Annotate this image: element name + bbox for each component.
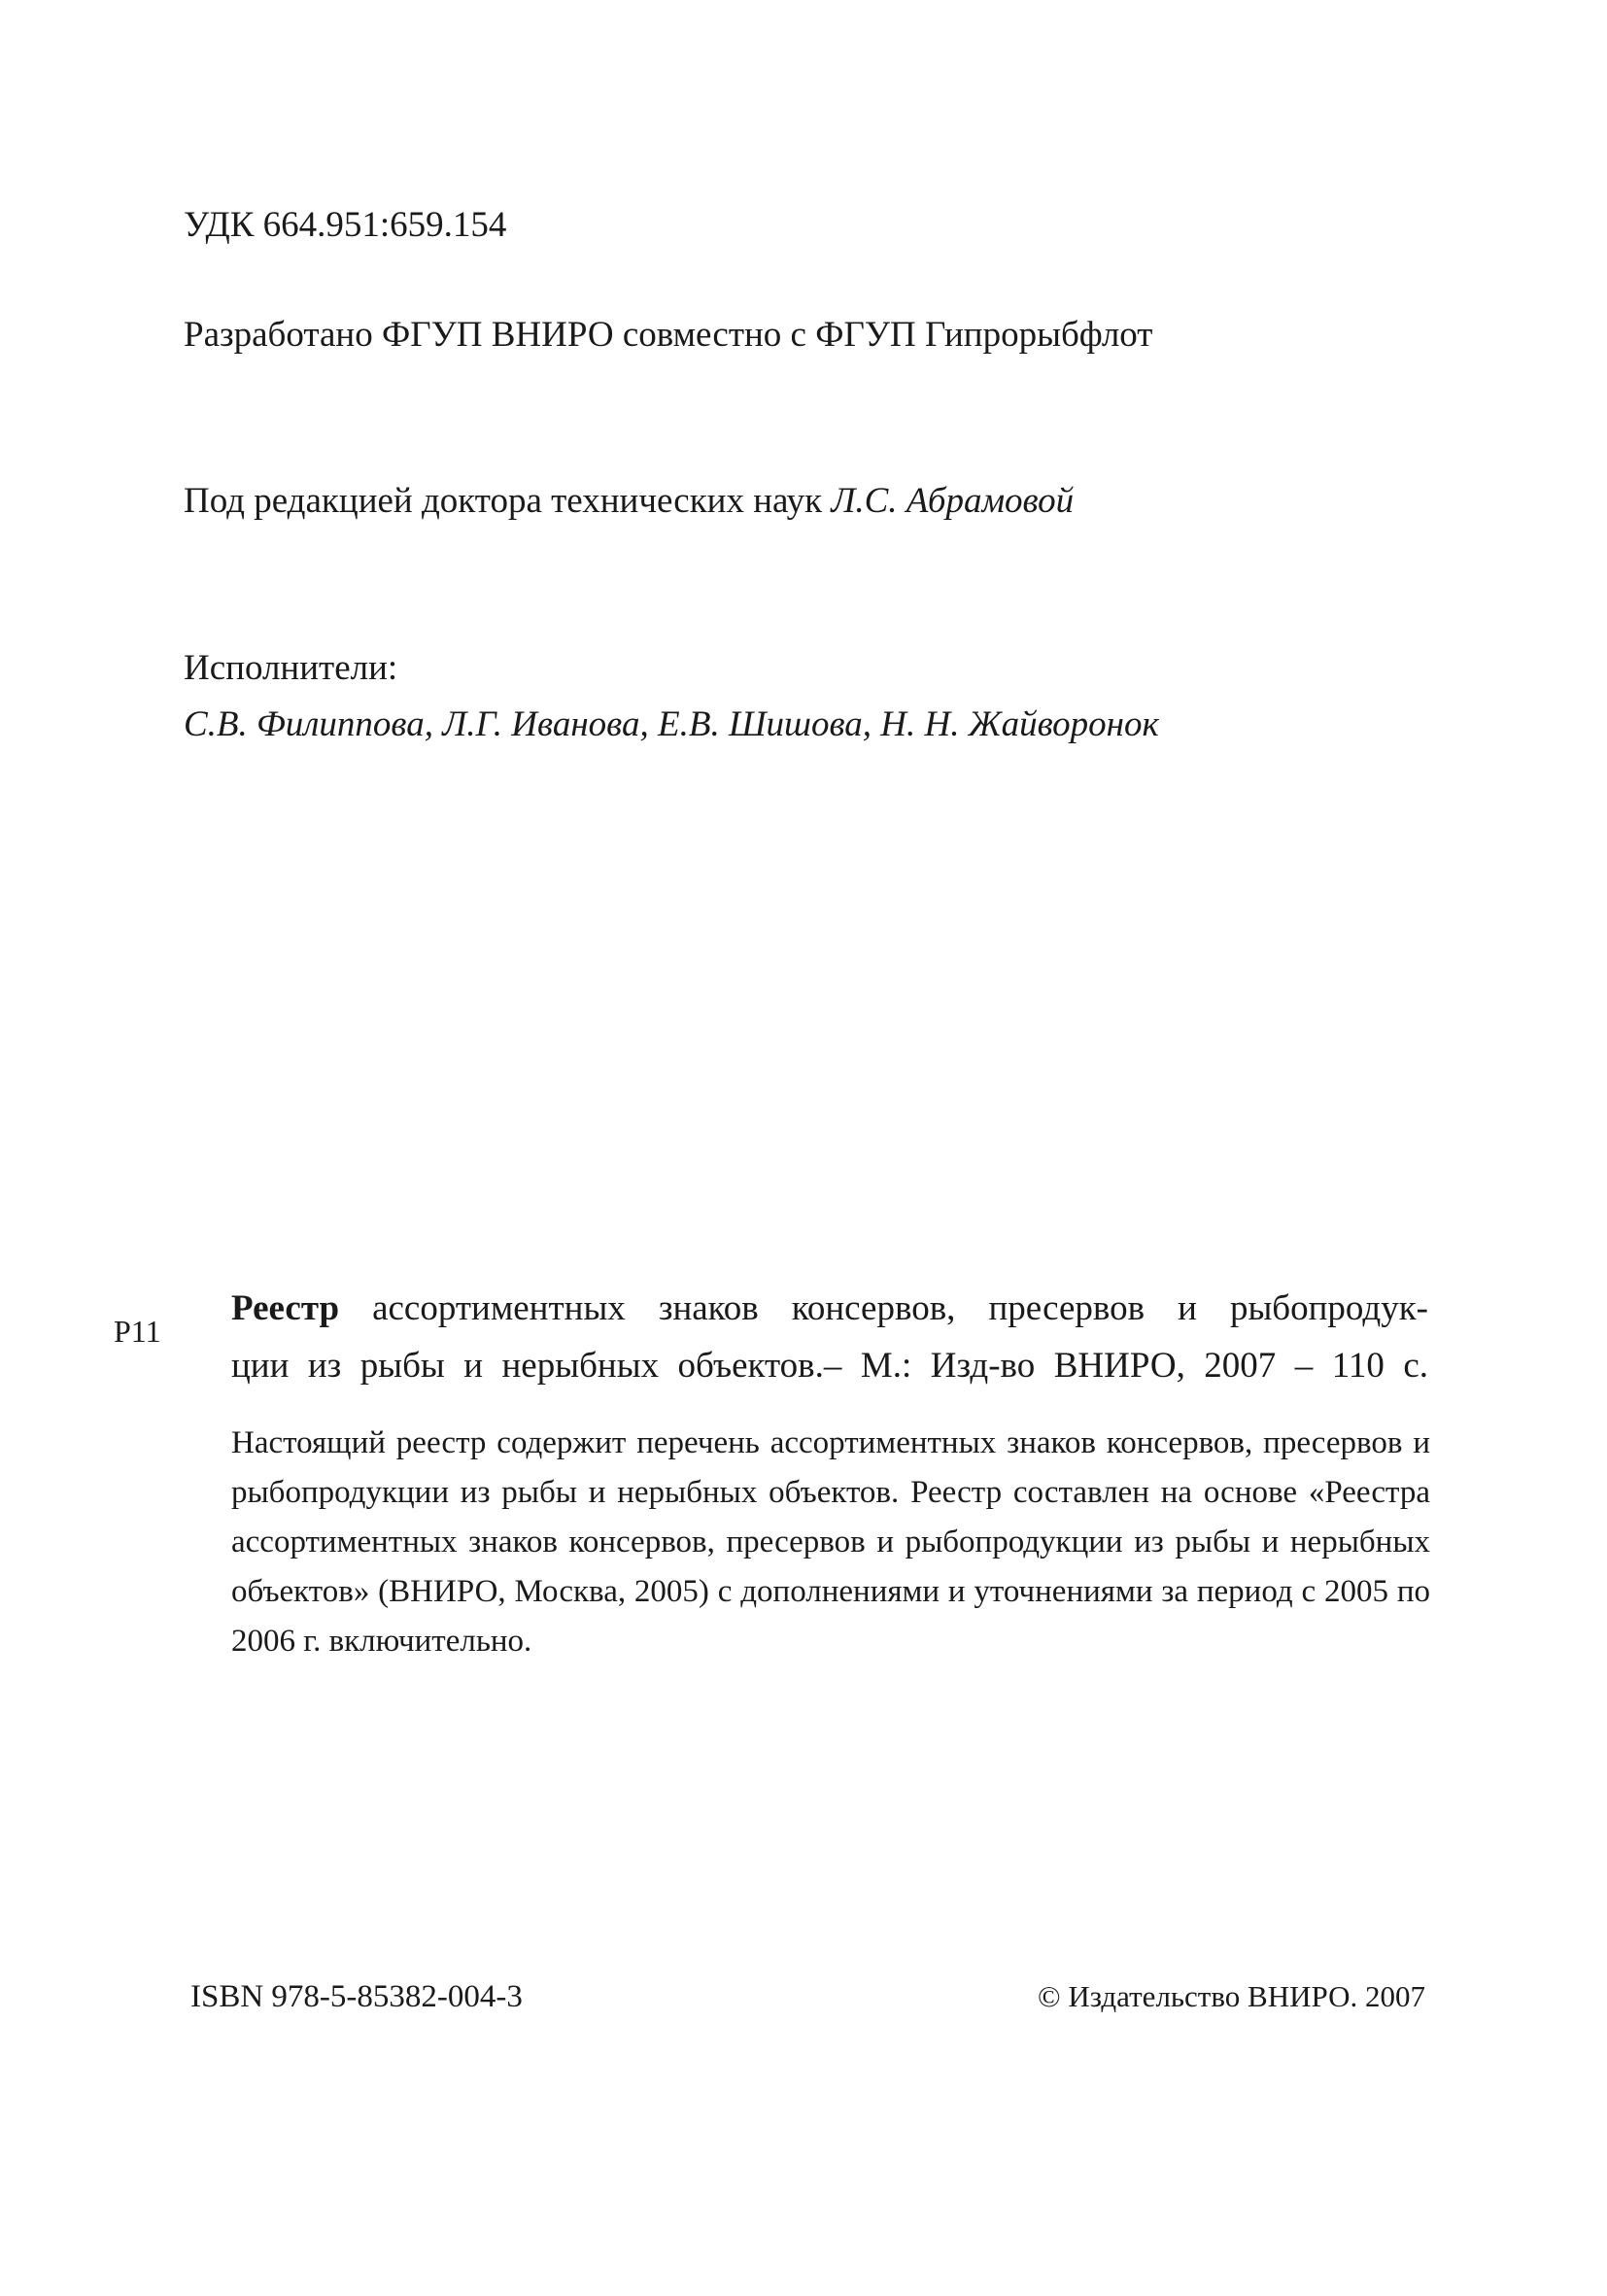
entry-title-bold: Реестр: [231, 1288, 340, 1328]
executors-heading: Исполнители:: [184, 648, 398, 688]
executors-names: С.В. Филиппова, Л.Г. Иванова, Е.В. Шишова, Н. Н. Жайворонок: [184, 704, 1159, 744]
copyright: © Издательство ВНИРО. 2007: [1038, 1979, 1425, 2013]
isbn: ISBN 978-5-85382-004-3: [190, 1979, 523, 2014]
entry-line-2: ции из рыбы и нерыбных объектов.– М.: Изд-во ВНИРО, 2007 – 110 с.: [231, 1346, 1428, 1386]
editor-name: Л.С. Абрамовой: [831, 481, 1075, 521]
editor-line: [184, 483, 1074, 519]
abstract-paragraph: Настоящий реестр содержит перечень ассортиментных знаков консервов, пресервов и рыбопродукции из рыбы и нерыбных объектов. Реестр составлен на основе «Реестра ассортиментных знаков консервов, пресервов и рыбопродукции из рыбы и нерыбных объектов» (ВНИРО, Москва, 2005) с дополнениями и уточнениями за период с 2005 по 2006 г. включительно.: [231, 1425, 1430, 1659]
developed-by: Разработано ФГУП ВНИРО совместно с ФГУП Гипрорыбфлот: [184, 315, 1153, 355]
editor-prefix: Под редакцией доктора технических наук: [184, 481, 823, 521]
bibliographic-entry: [231, 1280, 1428, 1394]
udk-code: УДК 664.951:659.154: [184, 205, 507, 245]
entry-code: Р11: [114, 1314, 161, 1349]
entry-title-rest: ассортиментных знаков консервов, пресервов и рыбопродук-: [339, 1288, 1428, 1328]
